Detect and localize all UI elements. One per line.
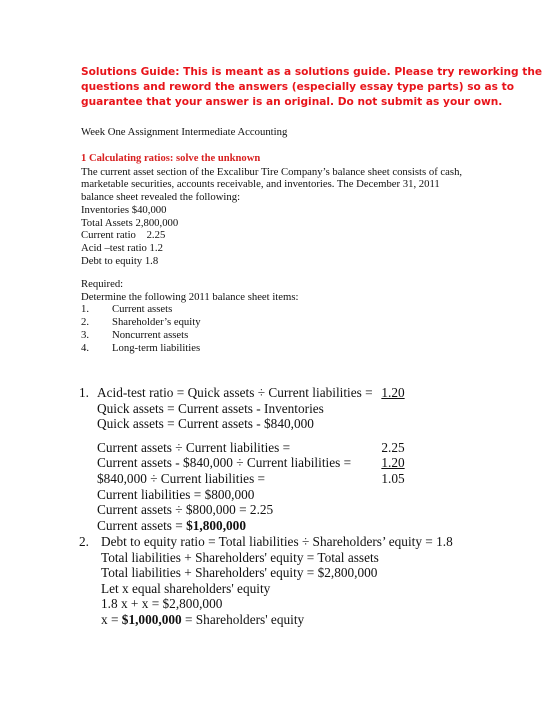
required-item xyxy=(81,316,298,329)
answer-line: Let x equal shareholders' equity xyxy=(101,580,271,596)
solutions-guide-notice xyxy=(81,65,542,110)
required-intro: Determine the following 2011 balance sheet items: xyxy=(81,290,299,303)
required-item-number: 2. xyxy=(81,316,90,329)
fact-line: Acid –test ratio 1.2 xyxy=(81,241,163,254)
answer-value: 1.20 xyxy=(381,455,405,471)
required-item-number: 3. xyxy=(81,328,90,341)
answer-line: Current assets ÷ Current liabilities = 2.25 xyxy=(97,439,405,455)
required-item xyxy=(81,329,298,342)
problem-intro-line: balance sheet revealed the following: xyxy=(81,191,241,204)
fact-line: Total Assets 2,800,000 xyxy=(81,216,179,229)
answer-2-number: 2. xyxy=(79,534,89,549)
answer-value: 2.25 xyxy=(381,439,405,455)
fact-line: Current ratio 2.25 xyxy=(81,229,166,242)
guide-line: guarantee that your answer is an original. Do not submit as your own. xyxy=(81,96,503,108)
required-item xyxy=(81,303,298,316)
answer-line: Total liabilities + Shareholders' equity = Total assets xyxy=(101,549,379,565)
required-item-text: Long-term liabilities xyxy=(112,341,201,354)
answer-value: 1.05 xyxy=(381,470,405,486)
answer-line: Debt to equity ratio = Total liabilities ÷ Shareholders’ equity = 1.8 xyxy=(101,534,453,549)
answer-line: Total liabilities + Shareholders' equity = $2,800,000 xyxy=(101,565,378,581)
answer-1-block xyxy=(97,385,405,533)
answer-line: Current liabilities = $800,000 xyxy=(97,486,255,502)
problem-heading: 1 Calculating ratios: solve the unknown xyxy=(81,153,261,164)
guide-line: questions and reword the answers (especially essay type parts) so as to xyxy=(81,81,514,93)
answer-line: x = $1,000,000 = Shareholders' equity xyxy=(101,611,305,627)
required-section xyxy=(81,278,298,354)
problem-section xyxy=(81,153,462,267)
answer-line: $840,000 ÷ Current liabilities = 1.05 xyxy=(97,470,405,486)
required-item xyxy=(81,342,298,355)
answer-result: $1,800,000 xyxy=(186,517,246,533)
answer-value: 1.20 xyxy=(381,385,405,400)
answer-result: $1,000,000 xyxy=(121,611,182,627)
required-item-text: Noncurrent assets xyxy=(112,328,189,341)
problem-intro-line: marketable securities, accounts receivable, and inventories. The December 31, 2011 xyxy=(81,178,440,191)
answer-1-number: 1. xyxy=(79,385,89,400)
guide-line: Solutions Guide: This is meant as a solutions guide. Please try reworking the xyxy=(81,66,543,78)
answer-line: Current assets ÷ $800,000 = 2.25 xyxy=(97,502,274,518)
answer-line: Quick assets = Current assets - Inventories xyxy=(97,400,324,416)
required-item-number: 4. xyxy=(81,341,90,354)
answer-2-block xyxy=(101,534,453,628)
required-label: Required: xyxy=(81,278,124,290)
document-title: Week One Assignment Intermediate Accounting xyxy=(81,126,288,138)
answer-line: Acid-test ratio = Quick assets ÷ Current liabilities = 1.20 xyxy=(97,385,405,400)
required-item-number: 1. xyxy=(81,303,90,316)
answer-line: Current assets - $840,000 ÷ Current liabilities = 1.20 xyxy=(97,455,405,471)
answer-line: 1.8 x + x = $2,800,000 xyxy=(101,596,223,612)
required-item-text: Shareholder’s equity xyxy=(112,316,201,329)
problem-intro-line: The current asset section of the Excalibur Tire Company’s balance sheet consists of cash, xyxy=(81,165,463,178)
answer-line: Current assets = $1,800,000 xyxy=(97,517,246,533)
fact-line: Inventories $40,000 xyxy=(81,203,167,216)
required-item-text: Current assets xyxy=(112,303,173,316)
fact-line: Debt to equity 1.8 xyxy=(81,254,159,267)
answer-line: Quick assets = Current assets - $840,000 xyxy=(97,416,314,432)
